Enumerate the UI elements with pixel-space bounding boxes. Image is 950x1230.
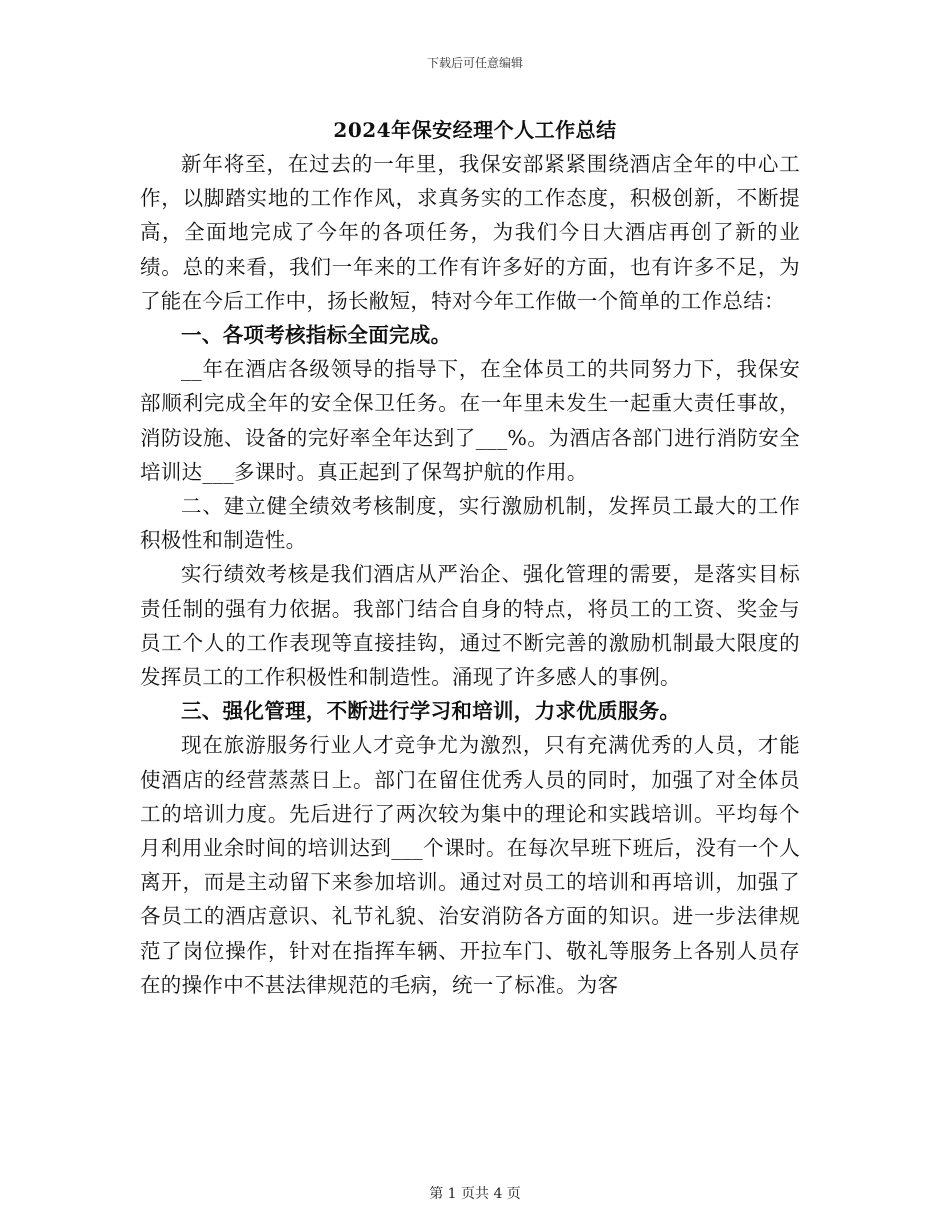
section-heading-2: 二、建立健全绩效考核制度，实行激励机制，发挥员工最大的工作积极性和制造性。 — [140, 494, 800, 553]
section-heading-3: 三、强化管理，不断进行学习和培训，力求优质服务。 — [181, 699, 681, 724]
intro-paragraph: 新年将至，在过去的一年里，我保安部紧紧围绕酒店全年的中心工作，以脚踏实地的工作作风，求真务实的工作态度，积极创新，不断提高，全面地完成了今年的各项任务，为我们今日大酒店再创了新的业绩。总的来看，我们一年来的工作有许多好的方面，也有许多不足，为了能在今后工作中，扬长敝短，特对今年工作做一个简单的工作总结： — [140, 152, 800, 313]
document-body — [140, 147, 800, 1002]
page-header: 下载后可任意编辑 — [426, 56, 523, 70]
page-footer: 第 1 页共 4 页 — [429, 1186, 521, 1202]
section-1-paragraph: __年在酒店各级领导的指导下，在全体员工的共同努力下，我保安部顺利完成全年的安全保卫任务。在一年里未发生一起重大责任事故，消防设施、设备的完好率全年达到了___%。为酒店各部门进行消防安全培训达___多课时。真正起到了保驾护航的作用。 — [140, 357, 800, 484]
document-title: 2024年保安经理个人工作总结 — [333, 118, 617, 142]
section-3-paragraph: 现在旅游服务行业人才竞争尤为激烈，只有充满优秀的人员，才能使酒店的经营蒸蒸日上。部门在留住优秀人员的同时，加强了对全体员工的培训力度。先后进行了两次较为集中的理论和实践培训。平均每个月利用业余时间的培训达到___个课时。在每次早班下班后，没有一个人离开，而是主动留下来参加培训。通过对员工的培训和再培训，加强了各员工的酒店意识、礼节礼貌、治安消防各方面的知识。进一步法律规范了岗位操作，针对在指挥车辆、开拉车门、敬礼等服务上各别人员存在的操作中不甚法律规范的毛病，统一了标准。为客 — [140, 733, 800, 997]
section-heading-1: 一、各项考核指标全面完成。 — [181, 323, 452, 348]
section-2-paragraph: 实行绩效考核是我们酒店从严治企、强化管理的需要，是落实目标责任制的强有力依据。我部门结合自身的特点，将员工的工资、奖金与员工个人的工作表现等直接挂钩，通过不断完善的激励机制最大限度的发挥员工的工作积极性和制造性。涌现了许多感人的事例。 — [140, 562, 800, 690]
